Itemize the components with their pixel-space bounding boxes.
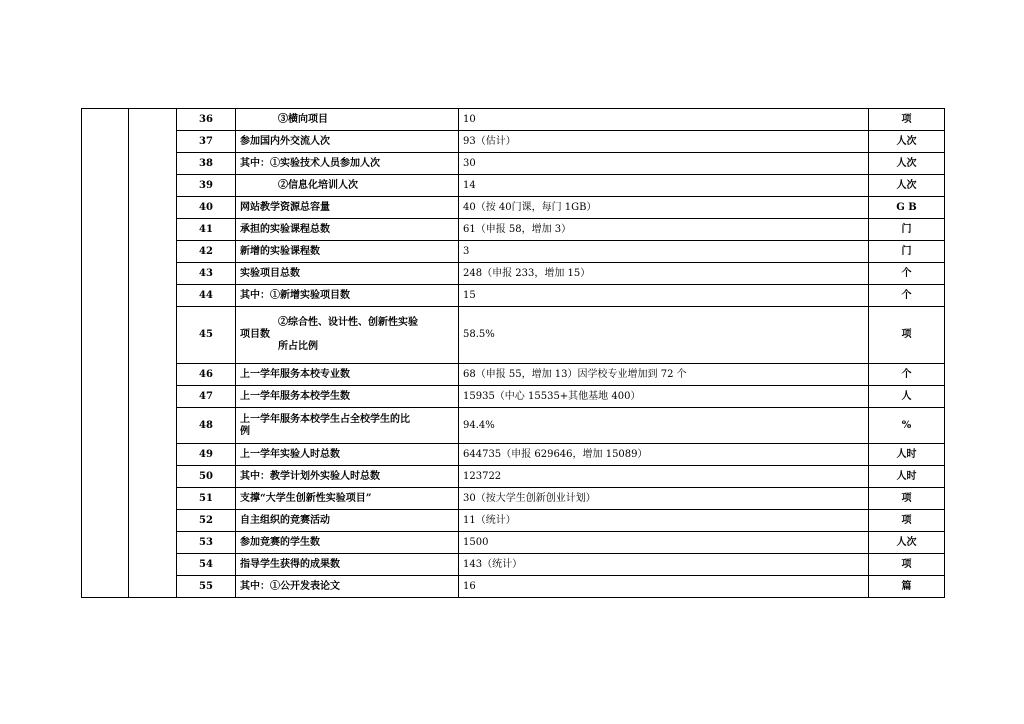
item-value: 10 [459, 109, 869, 131]
row-number: 36 [177, 109, 236, 131]
table-row [82, 576, 945, 598]
row-number: 50 [177, 466, 236, 488]
item-name: 网站教学资源总容量 [236, 197, 459, 219]
item-unit: 个 [869, 263, 945, 285]
item-value: 3 [459, 241, 869, 263]
item-value: 61（申报 58，增加 3） [459, 219, 869, 241]
item-name [236, 175, 459, 197]
table-row [82, 532, 945, 554]
item-value: 14 [459, 175, 869, 197]
row-number: 44 [177, 285, 236, 307]
item-name: 其中：教学计划外实验人时总数 [236, 466, 459, 488]
row-number: 40 [177, 197, 236, 219]
item-text: ②信息化培训人次 [278, 179, 358, 191]
row-number: 46 [177, 364, 236, 386]
table-row [82, 307, 945, 364]
item-unit: 项 [869, 554, 945, 576]
blank-cell-level2 [129, 109, 177, 598]
item-text-line1: 上一学年服务本校学生占全校学生的比 [240, 413, 410, 425]
item-unit: 人次 [869, 175, 945, 197]
item-name: 参加竞赛的学生数 [236, 532, 459, 554]
row-number: 48 [177, 408, 236, 444]
table-row [82, 466, 945, 488]
table-row [82, 510, 945, 532]
row-number: 54 [177, 554, 236, 576]
table-row [82, 131, 945, 153]
item-name: 承担的实验课程总数 [236, 219, 459, 241]
item-unit: 项 [869, 109, 945, 131]
table-row [82, 444, 945, 466]
item-unit: % [869, 408, 945, 444]
item-value: 93（估计） [459, 131, 869, 153]
table-row [82, 488, 945, 510]
item-value: 30（按大学生创新创业计划） [459, 488, 869, 510]
item-text-line2: 例 [240, 425, 250, 437]
item-name [236, 307, 459, 364]
item-unit: 项 [869, 307, 945, 364]
item-value: 15 [459, 285, 869, 307]
item-name: 实验项目总数 [236, 263, 459, 285]
item-text-line2: 项目数 [240, 329, 270, 340]
item-name: 上一学年服务本校专业数 [236, 364, 459, 386]
row-number: 42 [177, 241, 236, 263]
row-number: 43 [177, 263, 236, 285]
item-text-line1: ②综合性、设计性、创新性实验 [278, 317, 418, 328]
item-unit: 人 [869, 386, 945, 408]
item-name: 其中：①新增实验项目数 [236, 285, 459, 307]
item-unit: 门 [869, 241, 945, 263]
item-value: 40（按 40门课，每门 1GB） [459, 197, 869, 219]
item-unit: 个 [869, 364, 945, 386]
row-number: 47 [177, 386, 236, 408]
item-value: 123722 [459, 466, 869, 488]
row-number: 39 [177, 175, 236, 197]
table-row [82, 153, 945, 175]
row-number: 55 [177, 576, 236, 598]
item-name [236, 408, 459, 444]
item-value: 58.5% [459, 307, 869, 364]
item-value: 248（申报 233，增加 15） [459, 263, 869, 285]
item-value: 11（统计） [459, 510, 869, 532]
item-name: 参加国内外交流人次 [236, 131, 459, 153]
item-name [236, 109, 459, 131]
item-value: 1500 [459, 532, 869, 554]
item-value: 16 [459, 576, 869, 598]
item-text-line3: 所占比例 [278, 341, 318, 352]
item-unit: 门 [869, 219, 945, 241]
item-value: 644735（申报 629646，增加 15089） [459, 444, 869, 466]
table-row [82, 219, 945, 241]
item-unit: 个 [869, 285, 945, 307]
row-number: 51 [177, 488, 236, 510]
row-number: 41 [177, 219, 236, 241]
table-row [82, 263, 945, 285]
item-name: 自主组织的竞赛活动 [236, 510, 459, 532]
table-row [82, 109, 945, 131]
table-row [82, 408, 945, 444]
row-number: 49 [177, 444, 236, 466]
item-unit: 项 [869, 488, 945, 510]
item-name: 其中：①公开发表论文 [236, 576, 459, 598]
item-unit: G B [869, 197, 945, 219]
table-row [82, 285, 945, 307]
item-unit: 人时 [869, 466, 945, 488]
table-row [82, 386, 945, 408]
table-row [82, 175, 945, 197]
item-name: 上一学年实验人时总数 [236, 444, 459, 466]
blank-cell-level1 [82, 109, 129, 598]
row-number: 45 [177, 307, 236, 364]
row-number: 53 [177, 532, 236, 554]
row-number: 52 [177, 510, 236, 532]
item-unit: 人次 [869, 532, 945, 554]
item-unit: 人时 [869, 444, 945, 466]
table-row [82, 197, 945, 219]
item-value: 15935（中心 15535+其他基地 400） [459, 386, 869, 408]
row-number: 37 [177, 131, 236, 153]
table-row [82, 241, 945, 263]
item-value: 68（申报 55，增加 13）因学校专业增加到 72 个 [459, 364, 869, 386]
item-unit: 篇 [869, 576, 945, 598]
item-value: 143（统计） [459, 554, 869, 576]
item-name: 上一学年服务本校学生数 [236, 386, 459, 408]
item-name: 新增的实验课程数 [236, 241, 459, 263]
item-unit: 人次 [869, 153, 945, 175]
table-row [82, 364, 945, 386]
statistics-table [81, 108, 945, 598]
item-unit: 人次 [869, 131, 945, 153]
item-value: 94.4% [459, 408, 869, 444]
item-name: 其中：①实验技术人员参加人次 [236, 153, 459, 175]
item-name: 指导学生获得的成果数 [236, 554, 459, 576]
table-row [82, 554, 945, 576]
item-text: ③横向项目 [278, 113, 328, 125]
item-unit: 项 [869, 510, 945, 532]
item-value: 30 [459, 153, 869, 175]
row-number: 38 [177, 153, 236, 175]
item-name: 支撑“大学生创新性实验项目” [236, 488, 459, 510]
